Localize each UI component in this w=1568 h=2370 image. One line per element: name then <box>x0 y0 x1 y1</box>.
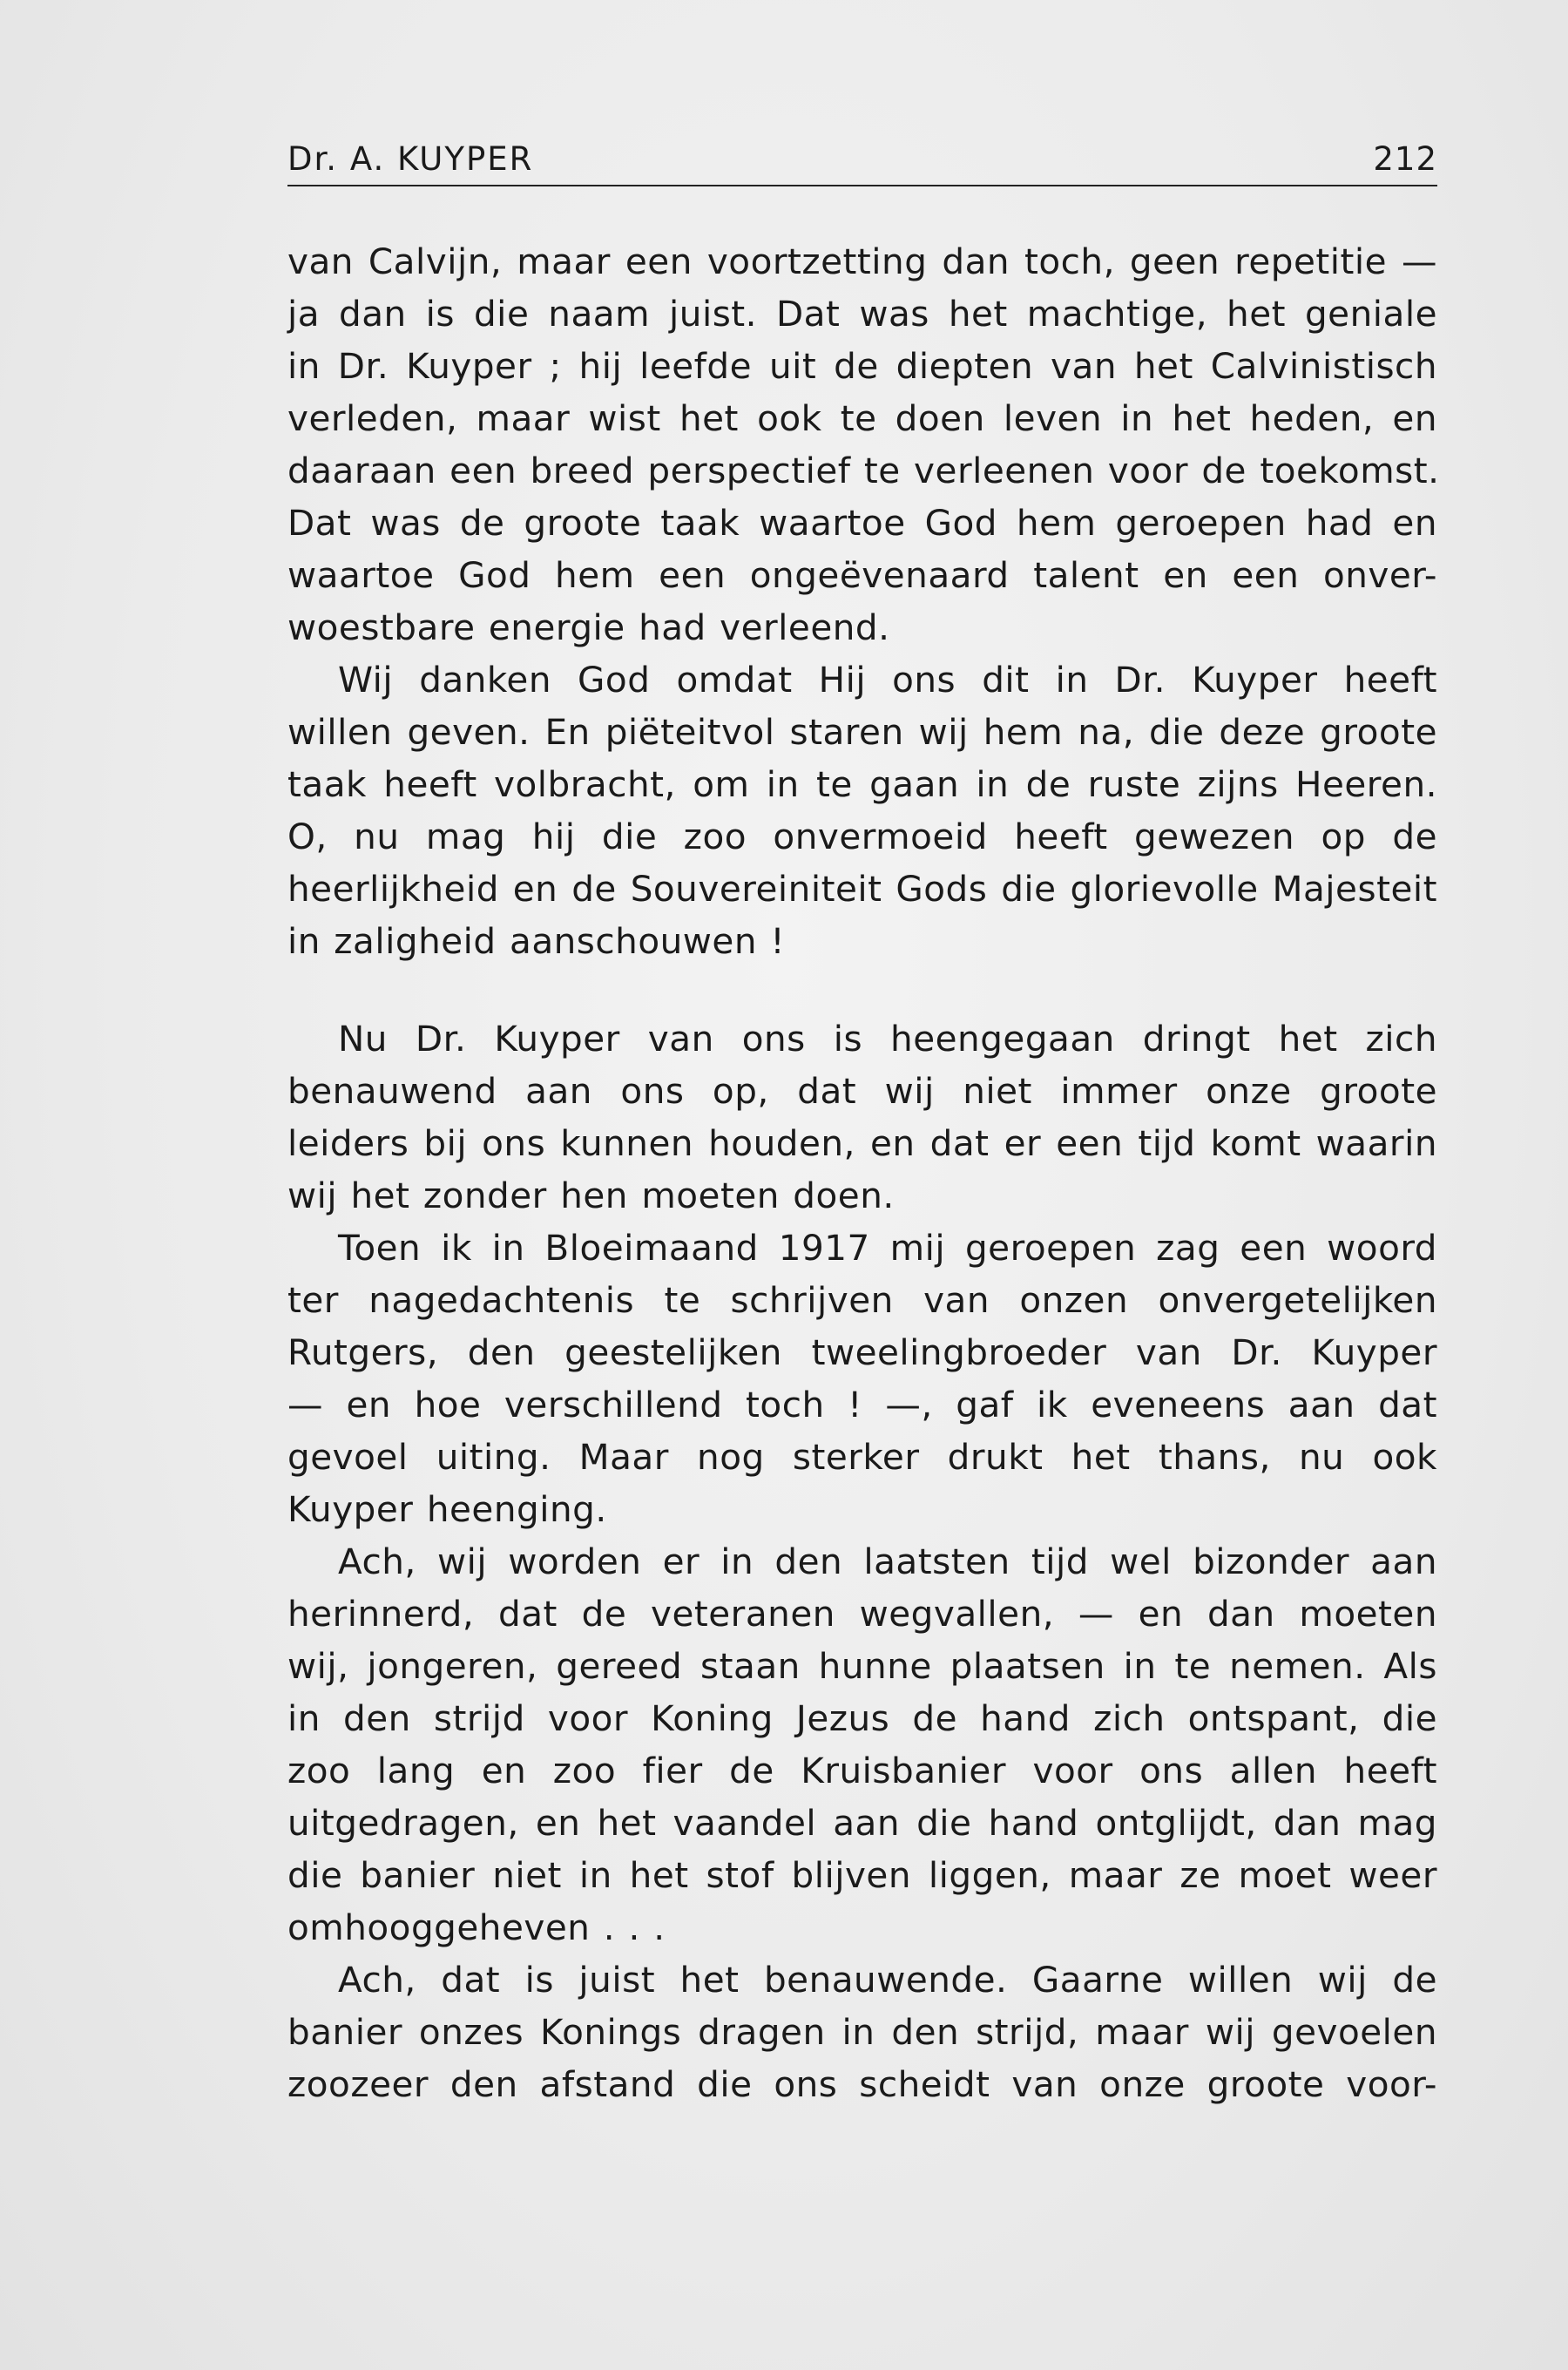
text-line: leiders bij ons kunnen houden, en dat er een tijd komt waarin <box>287 1122 1437 1164</box>
text-line: Wij danken God omdat Hij ons dit in Dr. Kuyper heeft <box>338 659 1437 701</box>
text-line: willen geven. En piëteitvol staren wij hem na, die deze groote <box>287 711 1437 753</box>
text-line: daaraan een breed perspectief te verleenen voor de toekomst. <box>287 450 1440 491</box>
text-line: herinnerd, dat de veteranen wegvallen, — en dan moeten <box>287 1593 1437 1635</box>
text-line: in Dr. Kuyper ; hij leefde uit de diepten van het Calvinistisch <box>287 345 1437 387</box>
text-line: — en hoe verschillend toch ! —, gaf ik eveneens aan dat <box>287 1384 1437 1425</box>
text-line: woestbare energie had verleend. <box>287 606 890 648</box>
paragraph <box>287 235 1440 653</box>
text-line: benauwend aan ons op, dat wij niet immer onze groote <box>287 1070 1437 1112</box>
text-line: Ach, dat is juist het benauwende. Gaarne willen wij de <box>338 1959 1437 2001</box>
text-line: Ach, wij worden er in den laatsten tijd wel bizonder aan <box>338 1540 1437 1582</box>
text-line: verleden, maar wist het ook te doen leven in het heden, en <box>287 397 1437 439</box>
text-line: waartoe God hem een ongeëvenaard talent en een onver- <box>287 554 1437 596</box>
running-title: Dr. A. KUYPER <box>287 140 534 178</box>
paragraph <box>287 1954 1437 2110</box>
text-line: in zaligheid aanschouwen ! <box>287 920 786 962</box>
text-line: zoo lang en zoo fier de Kruisbanier voor ons allen heeft <box>287 1750 1437 1791</box>
text-line: die banier niet in het stof blijven liggen, maar ze moet weer <box>287 1854 1437 1896</box>
text-line: wij het zonder hen moeten doen. <box>287 1175 895 1216</box>
paragraph <box>287 1535 1437 1954</box>
page-number: 212 <box>1373 140 1437 178</box>
text-line: Toen ik in Bloeimaand 1917 mij geroepen zag een woord <box>338 1227 1437 1269</box>
text-line: van Calvijn, maar een voortzetting dan toch, geen repetitie — <box>287 240 1437 282</box>
text-line: heerlijkheid en de Souvereiniteit Gods die glorievolle Majesteit <box>287 868 1437 910</box>
body-text <box>287 235 1440 2110</box>
header-rule <box>287 185 1437 186</box>
running-header <box>287 129 1437 178</box>
paragraph <box>287 1012 1437 1222</box>
text-line: Kuyper heenging. <box>287 1488 607 1530</box>
text-line: ter nagedachtenis te schrijven van onzen onvergetelijken <box>287 1279 1437 1321</box>
section-gap <box>287 967 1437 1012</box>
text-line: omhooggeheven . . . <box>287 1906 666 1948</box>
text-line: Dat was de groote taak waartoe God hem geroepen had en <box>287 502 1437 544</box>
text-line: taak heeft volbracht, om in te gaan in de ruste zijns Heeren. <box>287 763 1437 805</box>
text-line: O, nu mag hij die zoo onvermoeid heeft gewezen op de <box>287 816 1437 857</box>
text-line: zoozeer den afstand die ons scheidt van onze groote voor- <box>287 2063 1437 2105</box>
paragraph <box>287 653 1437 967</box>
text-line: gevoel uiting. Maar nog sterker drukt het thans, nu ook <box>287 1436 1437 1478</box>
text-line: in den strijd voor Koning Jezus de hand zich ontspant, die <box>287 1697 1437 1739</box>
paragraph <box>287 1222 1437 1535</box>
text-line: Nu Dr. Kuyper van ons is heengegaan dringt het zich <box>338 1018 1437 1060</box>
text-line: Rutgers, den geestelijken tweelingbroeder van Dr. Kuyper <box>287 1331 1437 1373</box>
text-line: ja dan is die naam juist. Dat was het machtige, het geniale <box>287 293 1437 335</box>
text-line: wij, jongeren, gereed staan hunne plaatsen in te nemen. Als <box>287 1645 1437 1687</box>
text-line: banier onzes Konings dragen in den strijd, maar wij gevoelen <box>287 2011 1437 2053</box>
text-line: uitgedragen, en het vaandel aan die hand ontglijdt, dan mag <box>287 1802 1437 1844</box>
